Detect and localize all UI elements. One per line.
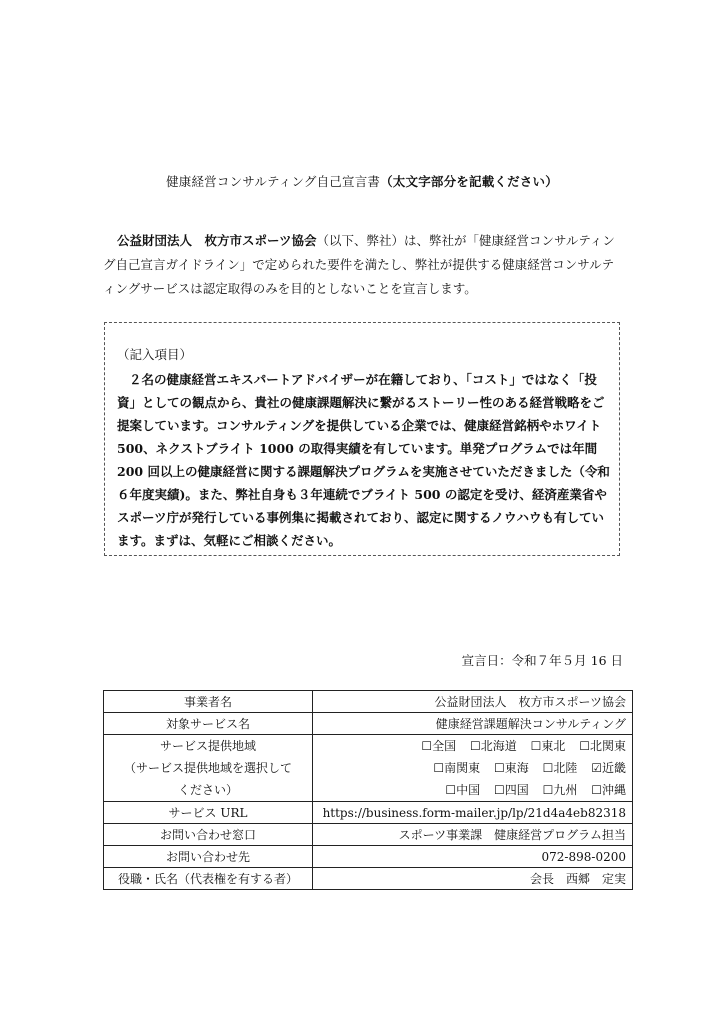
document-title: [0, 172, 724, 190]
region-row: [319, 779, 626, 801]
intro-paragraph: [103, 229, 623, 301]
region-name: 東北: [541, 739, 566, 753]
contact-label: お問い合わせ先: [104, 846, 313, 868]
checkbox-icon[interactable]: ☐: [591, 783, 602, 797]
region-option-kitakanto[interactable]: [579, 735, 626, 757]
region-name: 四国: [504, 783, 529, 797]
entry-box-body: ２名の健康経営エキスパートアドバイザーが在籍しており、「コスト」ではなく「投資」としての観点から、貴社の健康課題解決に繋がるストーリー性のある経営戦略をご提案しています。コンサルティングを提供している企業では、健康経営銘柄やホワイト500、ネクストブライト 1000 の取得実績を有しています。単発プログラムでは年間 200 回以上の健康経営に関する課題解決プログラムを実施させていただきました（令和６年度実績)。また、弊社自身も３年連続でブライト 500 の認定を受け、経済産業省やスポーツ庁が発行している事例集に掲載されており、認定に関するノウハウも有しています。まずは、気軽にご相談ください。: [117, 372, 610, 548]
intro-text: （以下、弊社）は、弊社が「健康経営コンサルティング自己宣言ガイドライン」で定められた要件を満たし、弊社が提供する健康経営コンサルティングサービスは認定取得のみを目的としないことを宣言します。: [103, 233, 615, 296]
contact-office-label: お問い合わせ窓口: [104, 824, 313, 846]
region-option-minamikanto[interactable]: [433, 757, 480, 779]
table-row: [104, 691, 633, 713]
checkbox-icon[interactable]: ☐: [542, 783, 554, 797]
region-option-hokuriku[interactable]: [543, 757, 578, 779]
region-name: 北陸: [553, 761, 578, 775]
region-options-cell: [313, 735, 633, 802]
contact-value: 072-898-0200: [313, 846, 633, 868]
contact-office-value: スポーツ事業課 健康経営プログラム担当: [313, 824, 633, 846]
region-option-tokai[interactable]: [494, 757, 529, 779]
representative-label: 役職・氏名（代表権を有する者）: [104, 868, 313, 890]
info-table: [103, 690, 633, 890]
region-label-cell: [104, 735, 313, 802]
region-name: 北関東: [589, 739, 626, 753]
region-option-chugoku[interactable]: [445, 779, 480, 801]
region-name: 沖縄: [601, 783, 626, 797]
region-option-shikoku[interactable]: [494, 779, 529, 801]
region-option-zenkoku[interactable]: [421, 735, 456, 757]
table-row: [104, 735, 633, 802]
service-name-label: 対象サービス名: [104, 713, 313, 735]
region-name: 全国: [432, 739, 457, 753]
checkbox-icon[interactable]: ☐: [579, 739, 590, 753]
table-row: [104, 824, 633, 846]
declaration-date: 宣言日：令和７年５月 16 日: [461, 653, 623, 668]
checkbox-icon[interactable]: ☐: [530, 739, 542, 753]
business-name-value: 公益財団法人 枚方市スポーツ協会: [313, 691, 633, 713]
region-name: 近畿: [601, 761, 626, 775]
region-row: [319, 735, 626, 757]
entry-box-heading: （記入項目）: [117, 347, 193, 362]
business-name-label: 事業者名: [104, 691, 313, 713]
region-name: 九州: [553, 783, 578, 797]
checkbox-icon[interactable]: ☐: [494, 761, 505, 775]
service-url-label: サービス URL: [104, 802, 313, 824]
checkbox-checked-icon[interactable]: ☑: [591, 761, 602, 775]
region-option-tohoku[interactable]: [531, 735, 566, 757]
checkbox-icon[interactable]: ☐: [445, 783, 457, 797]
table-row: [104, 846, 633, 868]
region-row: [319, 757, 626, 779]
checkbox-icon[interactable]: ☐: [421, 739, 433, 753]
organization-name: 公益財団法人 枚方市スポーツ協会: [117, 233, 317, 248]
region-name: 東海: [504, 761, 529, 775]
region-label-line: サービス提供地域: [159, 739, 256, 753]
title-text: 健康経営コンサルティング自己宣言書: [166, 174, 381, 189]
service-url-value: https://business.form-mailer.jp/lp/21d4a4eb82318: [313, 802, 633, 824]
region-grid: [319, 735, 626, 801]
region-label-line: （サービス提供地域を選択して: [123, 761, 292, 775]
checkbox-icon[interactable]: ☐: [433, 761, 445, 775]
region-option-kinki[interactable]: [591, 757, 626, 779]
region-option-okinawa[interactable]: [591, 779, 626, 801]
checkbox-icon[interactable]: ☐: [470, 739, 481, 753]
title-instruction: （太文字部分を記載ください）: [380, 174, 558, 189]
region-label-line: ください）: [177, 783, 238, 797]
region-name: 北海道: [480, 739, 517, 753]
region-name: 南関東: [444, 761, 481, 775]
region-option-hokkaido[interactable]: [470, 735, 517, 757]
entry-box: [104, 322, 620, 556]
region-name: 中国: [456, 783, 481, 797]
table-row: [104, 713, 633, 735]
service-name-value: 健康経営課題解決コンサルティング: [313, 713, 633, 735]
table-row: [104, 868, 633, 890]
checkbox-icon[interactable]: ☐: [494, 783, 505, 797]
representative-value: 会長 西郷 定実: [313, 868, 633, 890]
region-option-kyushu[interactable]: [543, 779, 578, 801]
checkbox-icon[interactable]: ☐: [542, 761, 554, 775]
table-row: [104, 802, 633, 824]
